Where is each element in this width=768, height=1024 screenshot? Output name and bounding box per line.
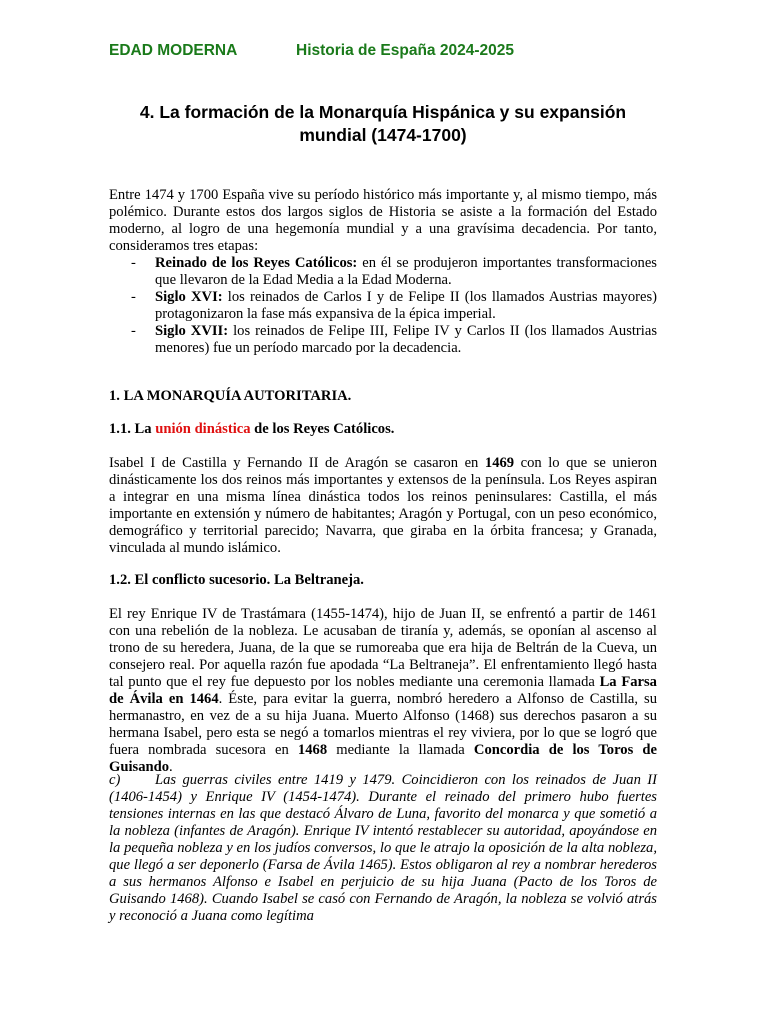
text-run: con lo que se unieron dinásticamente los dos reinos más importantes y extensos de la península. Los Reyes aspiran a integrar en una misma línea dinástica todos los reinos peninsulares: Castilla, el más importante en extensión y número de habitantes; Aragón y Portugal, con un peso económico, demográfico y territorial parecido; Navarra, que giraba en la órbita francesa; y Granada, vinculada al mundo islámico.	[109, 455, 657, 556]
text-run: Isabel I de Castilla y Fernando II de Aragón se casaron en	[109, 455, 485, 471]
italic-paragraph	[109, 772, 657, 925]
list-dash: -	[131, 323, 136, 339]
document-title: 4. La formación de la Monarquía Hispánica y su expansión mundial (1474-1700)	[139, 102, 627, 145]
text-run: mediante la llamada	[327, 742, 474, 758]
heading-text: 1.1. La	[109, 421, 156, 437]
text-run: El rey Enrique IV de Trastámara (1455-1474), hijo de Juan II, se enfrentó a partir de 1461 con una rebelión de la nobleza. Le acusaban de tiranía y, además, se oponían al ascenso al trono de su heredera, Juana, de la que se rumoreaba que era hija de Beltrán de la Cueva, un consejero real. Por aquella razón fue apodada “La Beltraneja”. El enfrentamiento llegó hasta tal punto que el rey fue depuesto por los nobles mediante una ceremonia llamada	[109, 606, 657, 690]
list-item-bold: Reinado de los Reyes Católicos:	[155, 255, 358, 271]
header-course: Historia de España 2024-2025	[296, 42, 514, 59]
list-dash: -	[131, 255, 136, 271]
text-bold: 1469	[484, 455, 515, 471]
text-bold: 1468	[297, 742, 328, 758]
list-item-bold: Siglo XVII:	[155, 323, 229, 339]
header-period: EDAD MODERNA	[109, 42, 238, 59]
text-bold: La Farsa de Ávila en 1464	[109, 674, 657, 707]
intro-text: Entre 1474 y 1700 España vive su período histórico más importante y, al mismo tiempo, más polémico. Durante estos dos largos siglos de Historia se asiste a la formación del Estado moderno, al logro de una hegemonía mundial y a una gravísima decadencia. Por tanto, consideramos tres etapas:	[109, 187, 657, 254]
paragraph-text	[109, 606, 657, 776]
paragraph-union-dinastica	[109, 455, 657, 557]
list-dash: -	[131, 289, 136, 305]
list-item	[109, 323, 657, 357]
heading-highlight: unión dinástica	[155, 421, 251, 437]
list-item	[109, 289, 657, 323]
list-item-text: en él se produjeron importantes transformaciones que llevaron de la Edad Media a la Edad Moderna.	[155, 255, 657, 288]
list-item-text: los reinados de Carlos I y de Felipe II (los llamados Austrias mayores) protagonizaron la fase más expansiva de la épica imperial.	[155, 289, 657, 322]
text-run: .	[169, 759, 173, 775]
stages-list	[109, 255, 657, 357]
list-marker: c)	[109, 772, 121, 788]
heading-text: de los Reyes Católicos.	[250, 421, 395, 437]
list-item-bold: Siglo XVI:	[155, 289, 223, 305]
paragraph-text	[109, 455, 657, 557]
section-heading-1-1	[109, 421, 394, 438]
text-run: . Éste, para evitar la guerra, nombró heredero a Alfonso de Castilla, su hermanastro, en vez de a su hija Juana. Muerto Alfonso (1468) sus derechos pasaron a su hermana Isabel, pero esta se negó a tomarlos mientras el rey viviera, por lo que se logró que fuera nombrada sucesora en	[109, 691, 658, 758]
list-item-text: los reinados de Felipe III, Felipe IV y Carlos II (los llamados Austrias menores) fue un período marcado por la decadencia.	[155, 323, 658, 356]
text-bold: Concordia de los Toros de Guisando	[109, 742, 657, 775]
section-heading-1: 1. LA MONARQUÍA AUTORITARIA.	[109, 388, 352, 404]
list-item	[109, 255, 657, 289]
section-heading-1-2: 1.2. El conflicto sucesorio. La Beltraneja.	[109, 572, 364, 588]
paragraph-beltraneja	[109, 606, 657, 776]
italic-text: Las guerras civiles entre 1419 y 1479. Coincidieron con los reinados de Juan II (1406-1454) y Enrique IV (1454-1474). Durante el reinado del primero hubo fuertes tensiones internas en las que destacó Álvaro de Luna, favorito del monarca y que sometió a la nobleza (infantes de Aragón). Enrique IV intentó restablecer su autoridad, apoyándose en la pequeña nobleza y en los judíos conversos, lo que le atrajo la oposición de la alta nobleza, que llegó a ser deponerlo (Farsa de Ávila 1465). Estos obligaron al rey a nombrar herederos a sus hermanos Alfonso e Isabel en perjuicio de su hija Juana (Pacto de los Toros de Guisando 1468). Cuando Isabel se casó con Fernando de Aragón, la nobleza se volvió atrás y reconoció a Juana como legítima	[109, 772, 657, 924]
intro-paragraph	[109, 187, 657, 255]
